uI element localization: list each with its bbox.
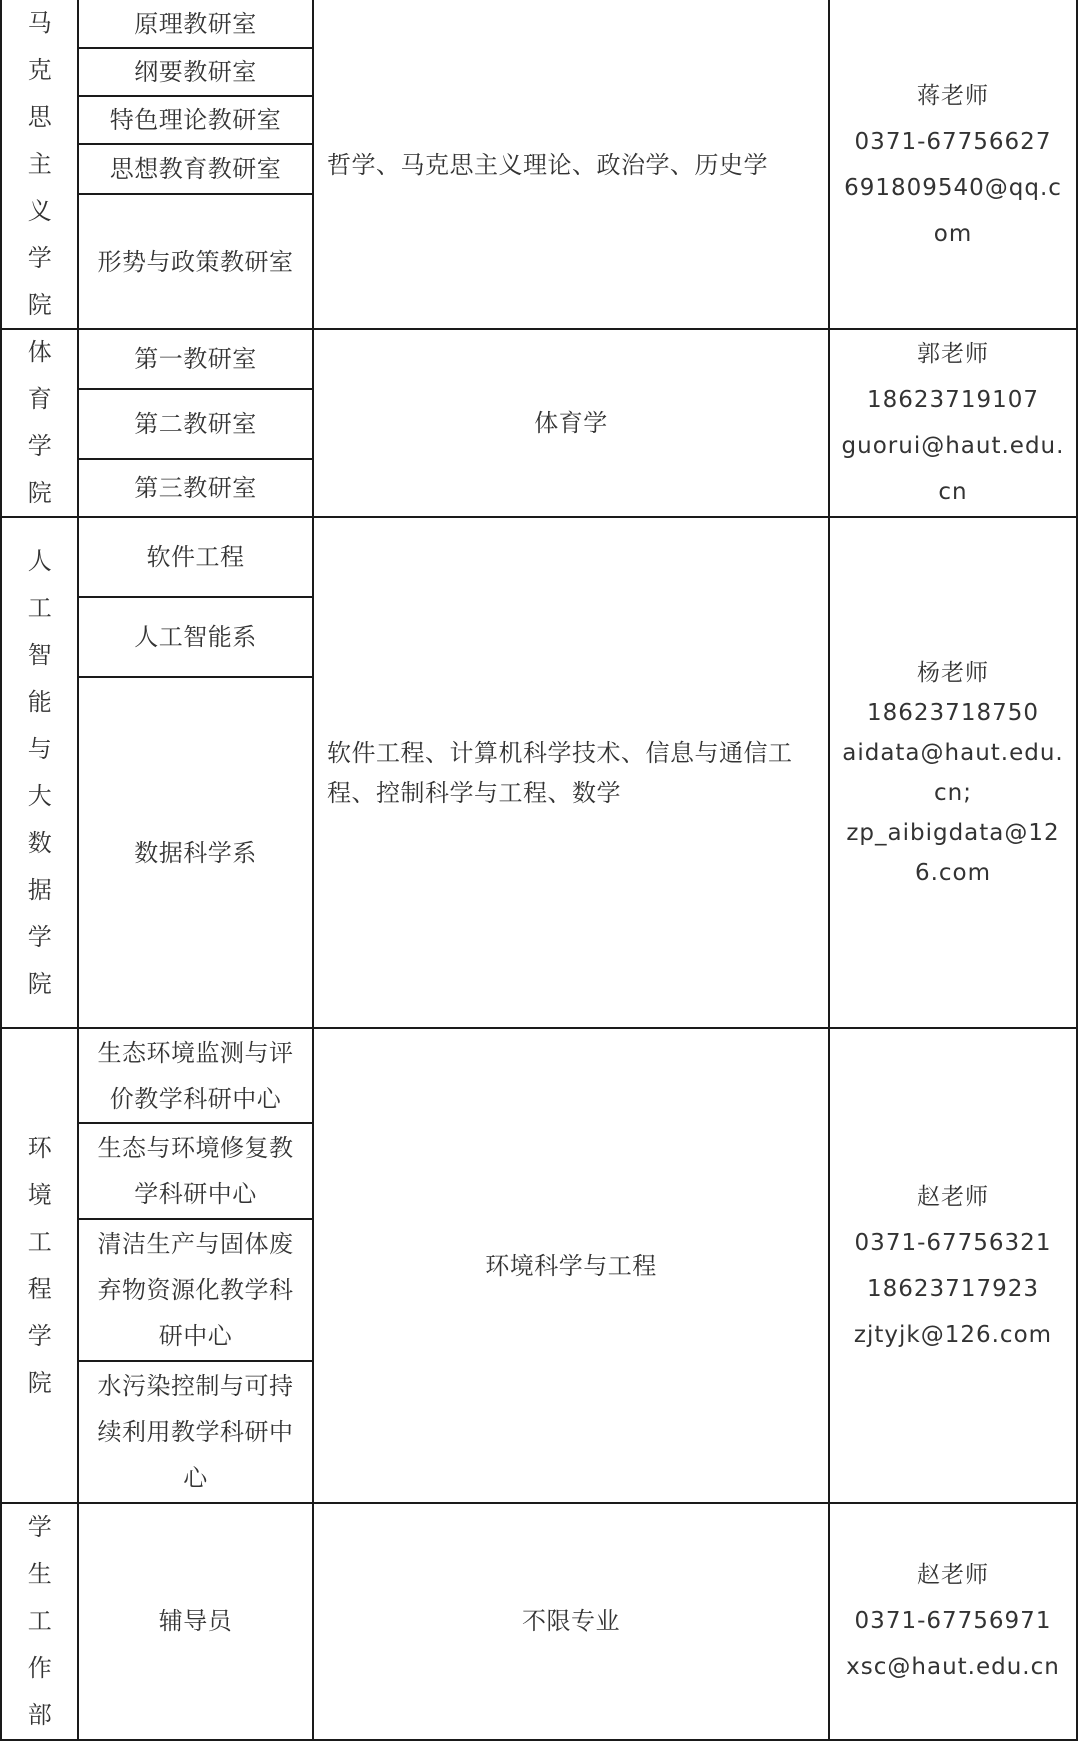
majors-text: 体育学 <box>534 409 608 437</box>
majors-text: 环境科学与工程 <box>485 1251 657 1280</box>
row-divider <box>78 1218 313 1220</box>
unit-cell <box>2 329 78 517</box>
contact-phone: 0371-67756627 <box>854 128 1052 155</box>
office-name: 水污染控制与可持 续利用教学科研中 心 <box>97 1372 294 1492</box>
section-divider <box>0 328 1078 330</box>
contact-phone: 18623719107 <box>867 387 1039 413</box>
office-name: 第二教研室 <box>134 410 257 438</box>
office-cell <box>78 48 313 96</box>
contact-email: 691809540@qq.c om <box>844 174 1062 247</box>
unit-cell <box>2 1028 78 1503</box>
office-cell <box>78 389 313 459</box>
contact-phone: 18623717923 <box>867 1275 1039 1302</box>
office-name: 清洁生产与固体废 弃物资源化教学科 研中心 <box>97 1230 294 1350</box>
office-name: 第三教研室 <box>134 474 257 502</box>
office-cell <box>78 1123 313 1219</box>
contact-phone: 0371-67756971 <box>854 1608 1052 1634</box>
majors-cell <box>313 517 829 1028</box>
office-cell <box>78 597 313 677</box>
row-divider <box>78 1122 313 1124</box>
office-cell <box>78 1219 313 1361</box>
row-divider <box>78 458 313 460</box>
unit-cell <box>2 1503 78 1739</box>
office-name: 纲要教研室 <box>134 58 257 86</box>
contact-cell <box>829 329 1077 517</box>
office-cell <box>78 96 313 144</box>
column-divider <box>312 0 314 1741</box>
office-cell <box>78 459 313 517</box>
office-cell <box>78 1503 313 1739</box>
unit-name: 人工智能与大数据学院 <box>27 546 53 998</box>
majors-cell <box>313 0 829 329</box>
contact-email: guorui@haut.edu. cn <box>841 433 1065 505</box>
majors-cell <box>313 329 829 517</box>
row-divider <box>78 143 313 145</box>
majors-cell <box>313 1028 829 1503</box>
table-border-right <box>1076 0 1078 1741</box>
office-name: 思想教育教研室 <box>109 155 282 183</box>
office-name: 生态环境监测与评 价教学科研中心 <box>97 1038 294 1113</box>
row-divider <box>78 47 313 49</box>
contact-cell <box>829 517 1077 1028</box>
contact-cell <box>829 1503 1077 1739</box>
contact-name: 赵老师 <box>917 1183 989 1210</box>
contact-email: zp_aibigdata@12 6.com <box>846 819 1060 886</box>
section-divider <box>0 1502 1078 1504</box>
contact-email: aidata@haut.edu. cn; <box>842 739 1064 806</box>
contact-name: 杨老师 <box>917 659 989 686</box>
row-divider <box>78 193 313 195</box>
majors-text: 哲学、马克思主义理论、政治学、历史学 <box>327 150 768 179</box>
column-divider <box>77 0 79 1741</box>
office-name: 第一教研室 <box>134 345 257 373</box>
contact-cell <box>829 1028 1077 1503</box>
unit-name: 体育学院 <box>27 338 53 507</box>
office-cell <box>78 144 313 194</box>
contact-phone: 18623718750 <box>867 699 1039 726</box>
contact-name: 郭老师 <box>917 341 989 367</box>
row-divider <box>78 676 313 678</box>
office-cell <box>78 0 313 48</box>
majors-text: 软件工程、计算机科学技术、信息与通信工 程、控制科学与工程、数学 <box>327 738 793 807</box>
unit-name: 学生工作部 <box>27 1512 53 1729</box>
unit-name: 马克思主义学院 <box>27 9 53 319</box>
row-divider <box>78 95 313 97</box>
office-cell <box>78 1028 313 1123</box>
office-name: 辅导员 <box>158 1607 233 1635</box>
unit-cell <box>2 0 78 329</box>
office-cell <box>78 329 313 389</box>
majors-cell <box>313 1503 829 1739</box>
office-name: 特色理论教研室 <box>109 106 282 134</box>
section-divider <box>0 516 1078 518</box>
office-cell <box>78 677 313 1028</box>
contact-phone: 0371-67756321 <box>854 1229 1052 1256</box>
office-name: 生态与环境修复教 学科研中心 <box>97 1134 294 1208</box>
office-name: 数据科学系 <box>134 838 257 867</box>
unit-name: 环境工程学院 <box>27 1133 53 1397</box>
contact-cell <box>829 0 1077 329</box>
office-name: 软件工程 <box>146 543 245 571</box>
contact-email: xsc@haut.edu.cn <box>846 1654 1060 1680</box>
row-divider <box>78 388 313 390</box>
office-cell <box>78 517 313 597</box>
majors-text: 不限专业 <box>522 1607 620 1635</box>
column-divider <box>828 0 830 1741</box>
contact-name: 赵老师 <box>917 1562 989 1588</box>
unit-cell <box>2 517 78 1028</box>
row-divider <box>78 596 313 598</box>
office-name: 原理教研室 <box>134 10 257 38</box>
contact-email: zjtyjk@126.com <box>853 1321 1053 1348</box>
office-cell <box>78 194 313 329</box>
section-divider <box>0 1027 1078 1029</box>
contact-name: 蒋老师 <box>917 82 989 109</box>
office-cell <box>78 1361 313 1503</box>
office-name: 人工智能系 <box>134 623 257 651</box>
row-divider <box>78 1360 313 1362</box>
table-border-left <box>0 0 2 1741</box>
office-name: 形势与政策教研室 <box>97 247 294 276</box>
